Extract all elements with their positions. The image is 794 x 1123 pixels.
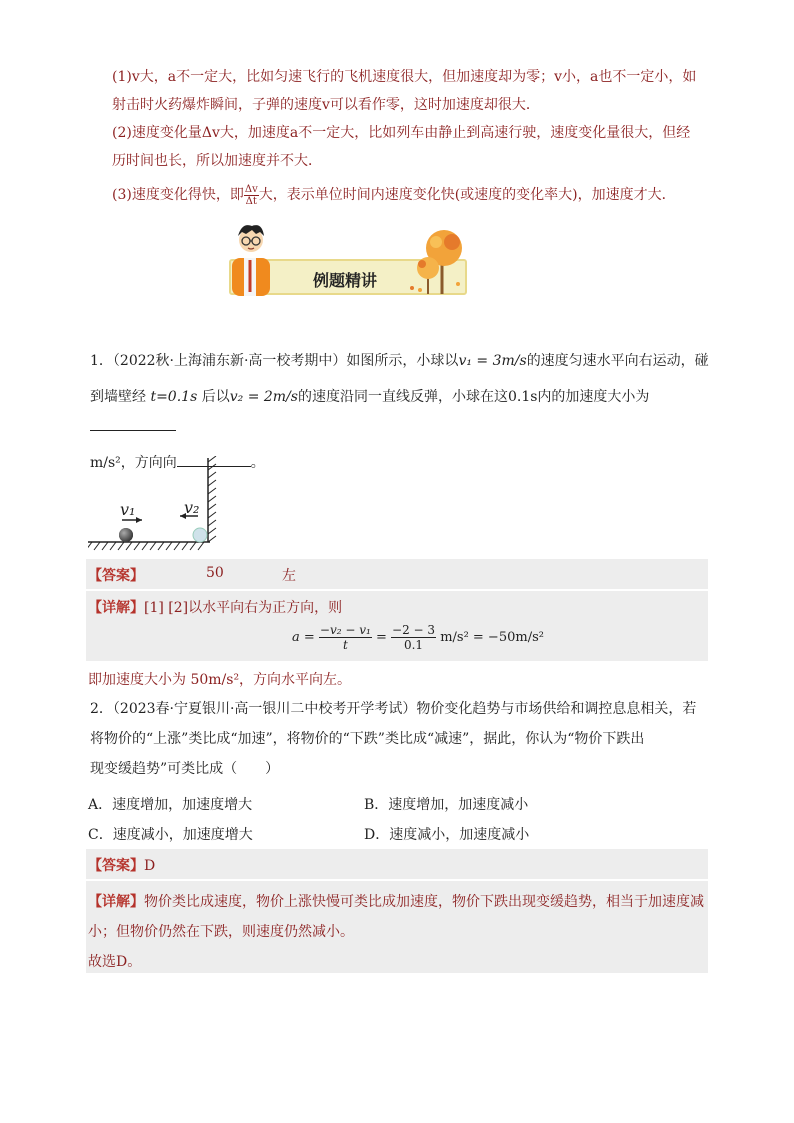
q2-answer-row bbox=[86, 849, 708, 879]
q2-line-2: 将物价的“上涨”类比成“加速”，将物价的“下跌”类比成“减速”，据此，你认为“物价下跌出 bbox=[90, 731, 645, 747]
example-banner bbox=[222, 218, 482, 304]
q1-answer-row bbox=[86, 559, 708, 589]
q2-detail bbox=[86, 881, 708, 973]
q1-line-2: 到墙壁经 t=0.1s 后以v₂ = 2m/s的速度沿同一直线反弹，小球在这0.1s内的加速度大小为 bbox=[90, 382, 714, 442]
q2-detail-line-2: 小；但物价仍然在下跌，则速度仍然减小。 bbox=[88, 924, 354, 940]
note-3-fraction: $\frac{\Delta v}{\Delta t}$ bbox=[244, 183, 258, 207]
note-2-line-2: 历时间也长，所以加速度并不大． bbox=[112, 153, 322, 169]
fig-label-v2: v₂ bbox=[184, 498, 200, 517]
q1-detail-label: 【详解】 bbox=[88, 600, 144, 616]
q2-detail-label: 【详解】 bbox=[88, 894, 144, 910]
q1-answer-1: 50 bbox=[206, 565, 224, 581]
figure-svg bbox=[88, 456, 224, 552]
q1-conclusion: 即加速度大小为 50m/s²，方向水平向左。 bbox=[88, 672, 352, 688]
note-1-line-2: 射击时火药爆炸瞬间，子弹的速度v可以看作零，这时加速度却很大． bbox=[112, 97, 540, 113]
ball-wall-figure bbox=[88, 456, 224, 552]
q2-option-d[interactable]: D．速度减小，加速度减小 bbox=[364, 827, 530, 843]
question-2 bbox=[90, 694, 714, 784]
q1-line-1: 1．（2022秋·上海浦东新·高一校考期中）如图所示，小球以v₁ = 3m/s的速度匀速水平向右运动，碰 bbox=[90, 353, 709, 369]
q2-option-c[interactable]: C．速度减小，加速度增大 bbox=[88, 827, 253, 843]
q1-answer-label: 【答案】 bbox=[88, 568, 144, 584]
q2-option-a[interactable]: A．速度增加，加速度增大 bbox=[88, 797, 253, 813]
banner-title: 例题精讲 bbox=[312, 271, 377, 290]
q1-detail bbox=[86, 591, 708, 661]
note-2-line-1: (2)速度变化量Δv大，加速度a不一定大，比如列车由静止到高速行驶，速度变化量很大，但经 bbox=[112, 125, 691, 141]
q2-option-b[interactable]: B．速度增加，加速度减小 bbox=[364, 797, 529, 813]
q1-line-3: m/s²，方向向 。 bbox=[90, 448, 714, 478]
q2-line-1: 2．（2023春·宁夏银川·高一银川二中校考开学考试）物价变化趋势与市场供给和调控息息相关，若 bbox=[90, 701, 697, 717]
note-1-line-1: (1)v大，a不一定大，比如匀速飞行的飞机速度很大，但加速度却为零；v小，a也不一定小，如 bbox=[112, 69, 697, 85]
q1-answer-2: 左 bbox=[282, 568, 296, 584]
ball-bounce bbox=[193, 528, 207, 542]
q2-line-3: 现变缓趋势”可类比成（ ） bbox=[90, 761, 280, 777]
q1-detail-text: [1] [2]以水平向右为正方向，则 bbox=[144, 600, 343, 616]
banner-graphic bbox=[222, 218, 482, 304]
q1-v1: v₁ = 3m/s bbox=[458, 353, 527, 369]
q2-detail-line-1: 物价类比成速度，物价上涨快慢可类比成加速度，物价下跌出现变缓趋势，相当于加速度减 bbox=[144, 894, 704, 910]
q2-answer: D bbox=[144, 858, 156, 874]
q1-blank-1[interactable] bbox=[90, 414, 176, 431]
q2-detail-line-3: 故选D。 bbox=[88, 954, 142, 970]
note-3: (3)速度变化得快，即 $\frac{\Delta v}{\Delta t}$ 大，表示单位时间内速度变化快(或速度的变化率大)，加速度才大． bbox=[112, 183, 676, 207]
fig-label-v1: v₁ bbox=[120, 500, 136, 519]
q2-answer-label: 【答案】 bbox=[88, 858, 144, 874]
q1-formula: a = $\frac{\text{−v₂ − v₁}}{t}$ = $\frac{-2 - 3}{0.1}$ m/s² = −50m/s² bbox=[292, 623, 544, 652]
notes-block bbox=[112, 63, 712, 209]
